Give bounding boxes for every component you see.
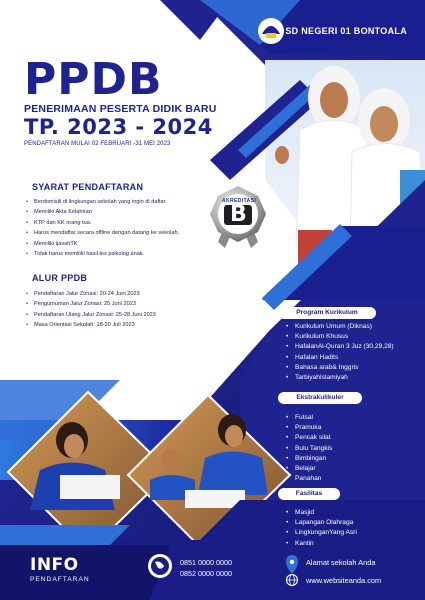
registration-period: PENDAFTARAN MULAI 02 FEBRUARI -31 MEI 2023	[24, 141, 171, 147]
list-item: • Memiliki ijasahTK	[26, 239, 179, 249]
curriculum-list	[286, 322, 394, 383]
curriculum-heading: Program Kurikulum	[278, 307, 376, 319]
list-item: • Harus mendaftar secara offline dengan datang ke sekolah.	[26, 228, 179, 238]
list-item: • Kurikulum Umum (Diknas)	[286, 322, 394, 332]
list-item: • LingkunganYang Asri	[286, 528, 357, 538]
list-item: • Belajar	[286, 464, 332, 474]
whatsapp-icon	[148, 554, 172, 578]
school-year: TP. 2023 - 2024	[24, 115, 213, 139]
list-item: • Berdomisili di lingkungan sekolah yang ingin di daftar.	[26, 197, 179, 207]
list-item: • Bahasa arab& Inggris	[286, 363, 394, 373]
list-item: • Pendaftaran Jalur Zonasi: 20-24 Juni 2023	[26, 289, 156, 299]
list-item: • Kurikulum Khusus	[286, 332, 394, 342]
flow-heading: ALUR PPDB	[32, 273, 88, 283]
flow-list	[26, 289, 156, 331]
list-item: • Pencak silat	[286, 433, 332, 443]
list-item: • Pramuka	[286, 423, 332, 433]
extracurricular-heading: Ekstrakulikuler	[278, 392, 362, 404]
extracurricular-list	[286, 413, 332, 484]
list-item: • Panahan	[286, 474, 332, 484]
list-item: • Kantin	[286, 539, 357, 549]
list-item: • Tidak harus memiliki hasil tes psikolog anak.	[26, 249, 179, 259]
phone-number-1[interactable]: 0851 0000 0000	[180, 558, 232, 567]
website-link[interactable]: www.websiteanda.com	[306, 576, 382, 585]
requirements-heading: SYARAT PENDAFTARAN	[32, 182, 144, 192]
list-item: • TarbiyahIslamiyah	[286, 373, 394, 383]
accreditation-grade: B	[230, 202, 247, 227]
list-item: • Lapangan Olahraga	[286, 518, 357, 528]
facilities-list	[286, 508, 357, 549]
list-item: • Pengumuman Jalur Zonasi: 25 Juni 2023	[26, 299, 156, 309]
page-title: PPDB	[24, 54, 163, 105]
list-item: • Pendaftaran Ulang Jalur Zonasi: 25-28 Juni 2023	[26, 310, 156, 320]
list-item: • KTP dan KK orang tua.	[26, 218, 179, 228]
list-item: • Hafalan Hadits	[286, 353, 394, 363]
accreditation-label: AKREDITASI	[222, 198, 257, 204]
list-item: • Masa Orientasi Sekolah: 18-20 Juli 2023	[26, 320, 156, 330]
requirements-list	[26, 197, 179, 259]
list-item: • Memiliki Akta Kelahiran	[26, 207, 179, 217]
list-item: • HafalanAl-Quran 3 Juz (30,29,28)	[286, 342, 394, 352]
list-item: • Bulu Tangkis	[286, 444, 332, 454]
list-item: • Bimbingan	[286, 454, 332, 464]
address-text: Alamat sekolah Anda	[306, 558, 376, 567]
info-label: INFO	[30, 555, 79, 575]
facilities-heading: Fasilitas	[278, 488, 340, 500]
list-item: • Futsal	[286, 413, 332, 423]
school-logo	[258, 18, 284, 44]
info-sublabel: PENDAFTARAN	[30, 576, 90, 583]
school-name: SD NEGERI 01 BONTOALA	[285, 26, 407, 36]
list-item: • Masjid	[286, 508, 357, 518]
phone-number-2[interactable]: 0852 0000 0000	[180, 569, 232, 578]
subtitle: PENERIMAAN PESERTA DIDIK BARU	[24, 103, 217, 115]
